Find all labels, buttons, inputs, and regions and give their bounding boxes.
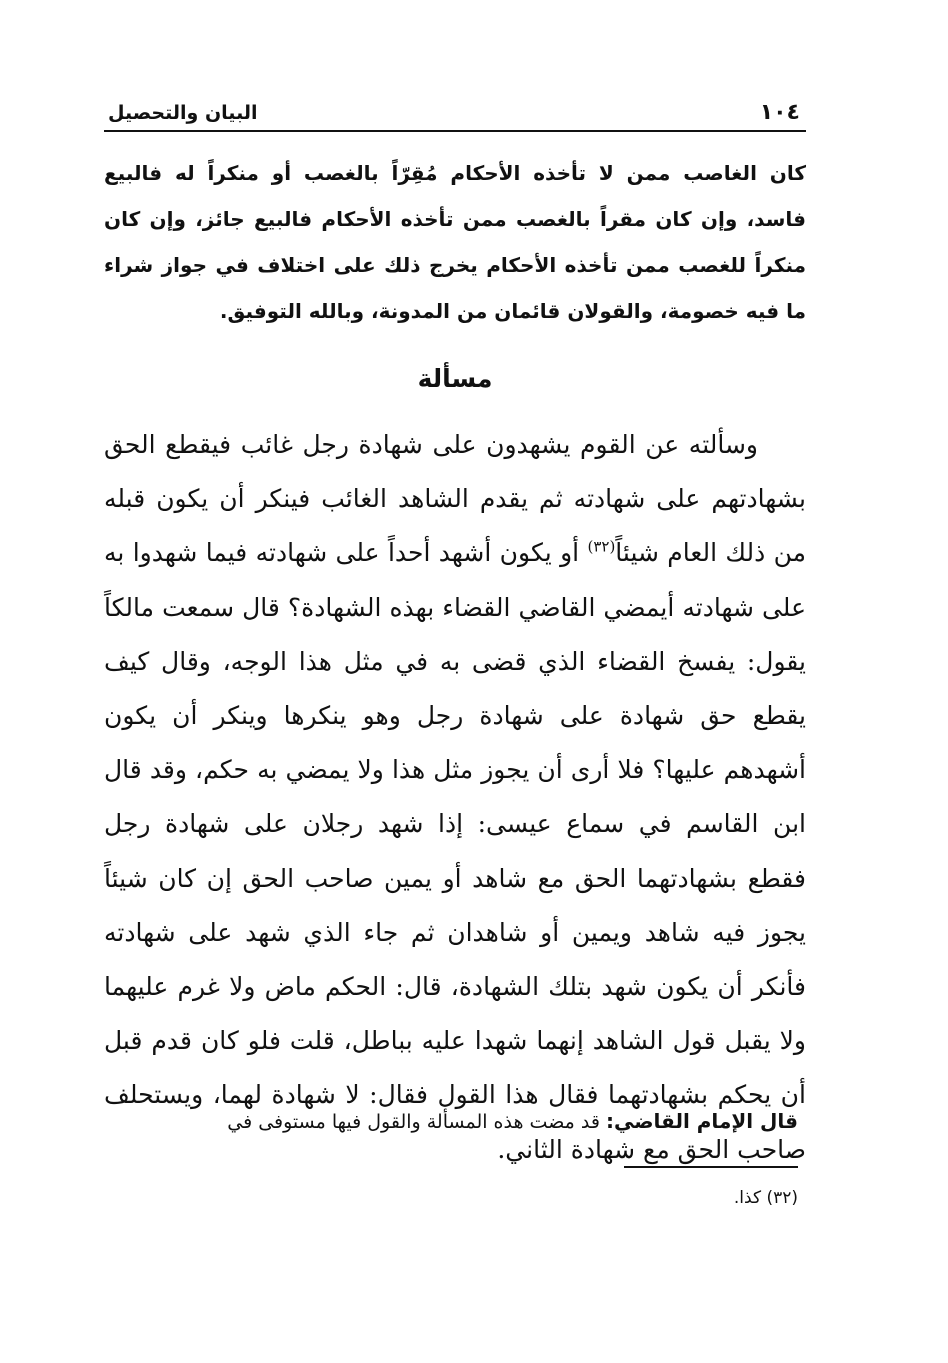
footnote-reference: (٣٢) (587, 538, 616, 557)
commentary-text: قد مضت هذه المسألة والقول فيها مستوفى في (227, 1111, 606, 1133)
footnote: (٣٢) كذا. (733, 1188, 798, 1208)
main-paragraph-text-1: وسألته عن القوم يشهدون على شهادة رجل غائب فيقطع الحق بشهادتهم على شهادته ثم يقدم الشاهد الغائب فينكر أن يكون قبله من ذلك العام شيئاً (104, 430, 806, 568)
footnote-divider (624, 1166, 798, 1168)
commentary-paragraph (104, 1101, 806, 1142)
commentary-lead: قال الإمام القاضي: (605, 1109, 798, 1133)
top-paragraph: كان الغاصب ممن لا تأخذه الأحكام مُقِرّاً بالغصب أو منكراً له فالبيع فاسد، وإن كان مقراً بالغصب ممن تأخذه الأحكام فالبيع جائز، وإن كان منكراً للغصب ممن تأخذه الأحكام يخرج ذلك على اختلاف في جواز شراء ما فيه خصومة، والقولان قائمان من المدونة، وبالله التوفيق. (104, 161, 806, 323)
main-paragraph-text-2: أو يكون أشهد أحداً على شهادته فيما شهدوا به على شهادته أيمضي القاضي القضاء بهذه الشهادة؟ قال سمعت مالكاً يقول: يفسخ القضاء الذي قضى به في مثل هذا الوجه، وقال كيف يقطع حق شهادة على شهادة رجل وهو ينكرها وينكر أن يكون أشهدهم عليها؟ فلا أرى أن يجوز مثل هذا ولا يمضي به حكم، وقد قال ابن القاسم في سماع عيسى: إذا شهد رجلان على شهادة رجل فقطع بشهادتهما الحق مع شاهد أو يمين صاحب الحق إن كان شيئاً يجوز فيه شاهد ويمين أو شاهدان ثم جاء الذي شهد على شهادته فأنكر أن يكون شهد بتلك الشهادة، قال: الحكم ماض ولا غرم عليهما ولا يقبل قول الشاهد إنهما شهدا عليه بباطل، قلت فلو كان قدم قبل أن يحكم بشهادتهما فقال هذا القول فقال: لا شهادة لهما، ويستحلف صاحب الحق مع شهادة الثاني. (104, 538, 806, 1164)
running-title: البيان والتحصيل (108, 102, 258, 124)
page-number: ١٠٤ (759, 100, 800, 125)
main-paragraph (104, 418, 806, 1177)
running-header (104, 96, 806, 132)
section-title: مسألة (417, 364, 493, 393)
